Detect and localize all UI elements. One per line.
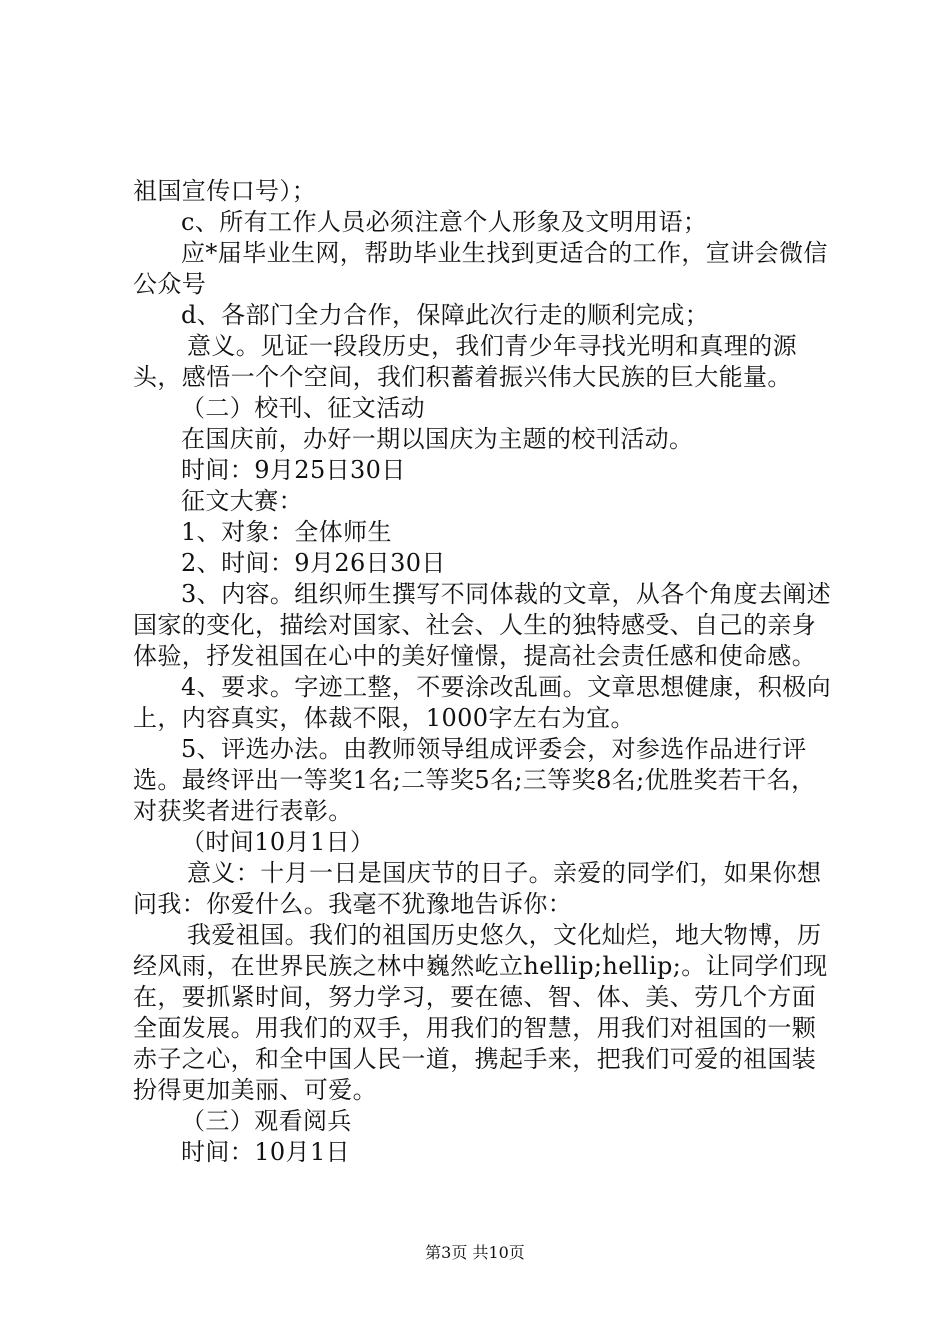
- paragraph-love-country: 我爱祖国。我们的祖国历史悠久，文化灿烂，地大物博，历经风雨，在世界民族之林中巍然屹立hellip;hellip;。让同学们现在，要抓紧时间，努力学习，要在德、智、体、美、劳几个方面全面发展。用我们的双手，用我们的智慧，用我们对祖国的一颗赤子之心，和全中国人民一道，携起手来，把我们可爱的祖国装扮得更加美丽、可爱。: [133, 921, 828, 1104]
- paragraph-journal-time: 时间：9月25日30日: [181, 456, 406, 484]
- paragraph-school-journal: 在国庆前，办好一期以国庆为主题的校刊活动。: [181, 425, 694, 453]
- section-heading-2: （二）校刊、征文活动: [181, 394, 425, 422]
- paragraph-ad-note: 应*届毕业生网，帮助毕业生找到更适合的工作，宣讲会微信公众号: [133, 239, 828, 298]
- paragraph-contest-requirements: 4、要求。字迹工整，不要涂改乱画。文章思想健康，积极向上，内容真实，体裁不限，1000字左右为宜。: [133, 673, 832, 732]
- paragraph-contest-content: 3、内容。组织师生撰写不同体裁的文章，从各个角度去阐述国家的变化，描绘对国家、社会、人生的独特感受、自己的亲身体验，抒发祖国在心中的美好憧憬，提高社会责任感和使命感。: [133, 580, 832, 670]
- paragraph-contest-time: 2、时间：9月26日30日: [181, 549, 446, 577]
- paragraph-meaning-2: 意义：十月一日是国庆节的日子。亲爱的同学们，如果你想问我：你爱什么。我毫不犹豫地告诉你：: [133, 859, 822, 918]
- paragraph-slogan-end: 祖国宣传口号）；: [133, 177, 317, 205]
- page-number-footer: 第3页 共10页: [425, 1243, 525, 1262]
- section-heading-3: （三）观看阅兵: [181, 1107, 352, 1135]
- paragraph-item-c: c、所有工作人员必须注意个人形象及文明用语；: [181, 208, 708, 236]
- document-body: [133, 176, 833, 1168]
- paragraph-parade-time: 时间：10月1日: [181, 1138, 351, 1166]
- paragraph-contest-judging: 5、评选办法。由教师领导组成评委会，对参选作品进行评选。最终评出一等奖1名;二等奖5名;三等奖8名;优胜奖若干名，对获奖者进行表彰。: [133, 735, 816, 825]
- paragraph-meaning-1: 意义。见证一段段历史，我们青少年寻找光明和真理的源头，感悟一个个空间，我们积蓄着振兴伟大民族的巨大能量。: [133, 332, 797, 391]
- paragraph-item-d: d、各部门全力合作，保障此次行走的顺利完成；: [181, 301, 710, 329]
- paragraph-oct1-time: （时间10月1日）: [181, 828, 375, 856]
- paragraph-contest-target: 1、对象：全体师生: [181, 518, 392, 546]
- paragraph-essay-contest: 征文大赛：: [181, 487, 303, 515]
